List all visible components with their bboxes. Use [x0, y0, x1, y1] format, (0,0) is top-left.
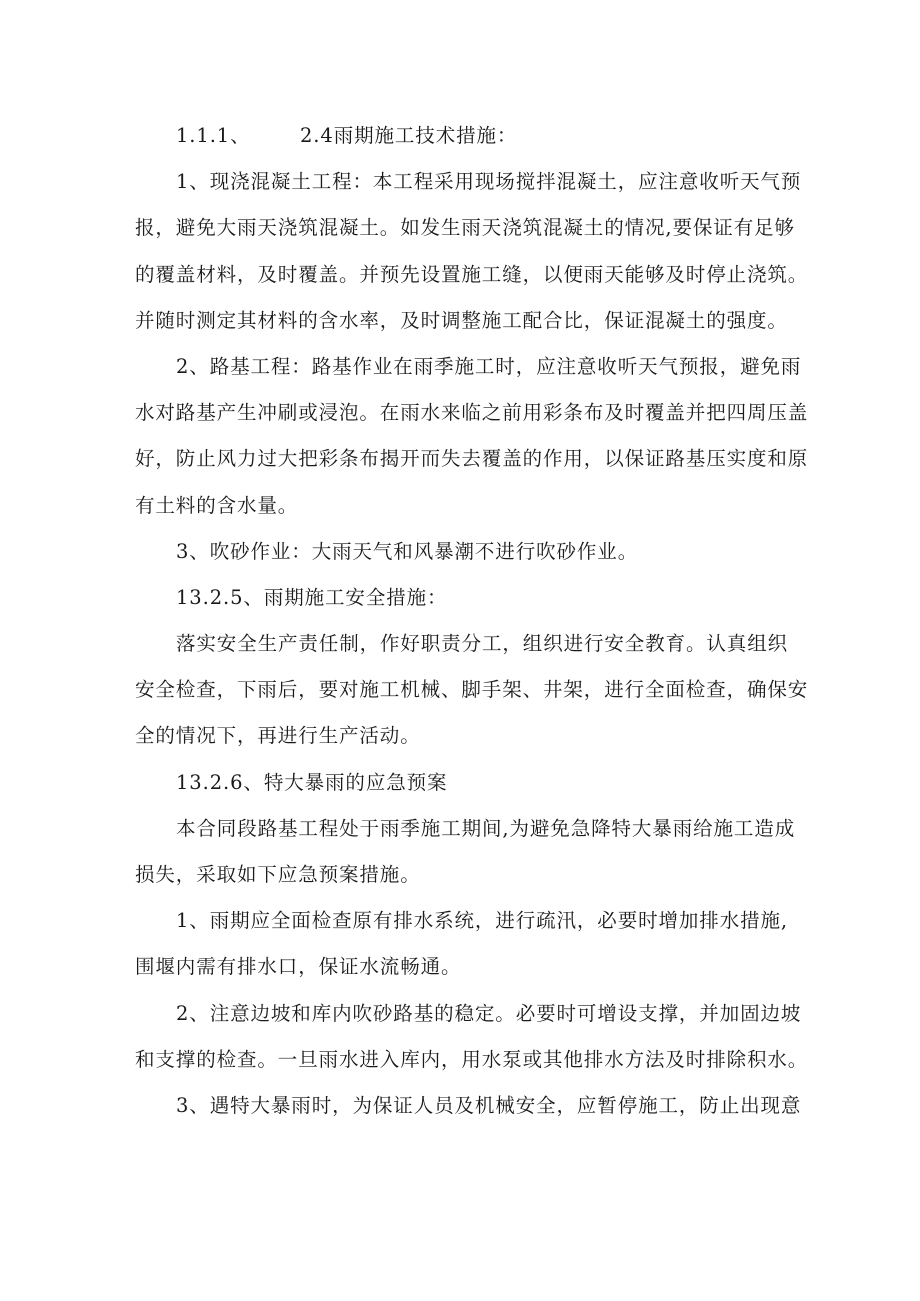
section-heading-13-2-6: 13.2.6、特大暴雨的应急预案: [176, 770, 448, 794]
text-line: 有土料的含水量。: [135, 493, 299, 517]
text-line: 2、注意边坡和库内吹砂路基的稳定。必要时可增设支撑，并加固边坡: [176, 1001, 802, 1025]
text-line: 好，防止风力过大把彩条布揭开而失去覆盖的作用，以保证路基压实度和原: [135, 447, 809, 471]
text-line: 1、雨期应全面检查原有排水系统，进行疏汛，必要时增加排水措施,: [176, 909, 789, 933]
text-line: 1、现浇混凝土工程：本工程采用现场搅拌混凝土，应注意收听天气预: [176, 170, 802, 194]
section-heading-2-4: [135, 113, 805, 159]
paragraph-drainage: [135, 898, 805, 990]
text-line: 3、吹砂作业：大雨天气和风暴潮不进行吹砂作业。: [176, 539, 639, 563]
paragraph-slope: [135, 991, 809, 1083]
paragraph-sand-blowing: [135, 529, 805, 575]
paragraph-concrete: [135, 159, 809, 344]
text-line: 全的情况下，再进行生产活动。: [135, 724, 421, 748]
text-line: 和支撑的检查。一旦雨水进入库内，用水泵或其他排水方法及时排除积水。: [135, 1047, 809, 1071]
paragraph-stop-work: [135, 1083, 805, 1129]
text-line: 损失，采取如下应急预案措施。: [135, 863, 421, 886]
text-line: 2、路基工程：路基作业在雨季施工时，应注意收听天气预报，避免雨: [176, 354, 802, 378]
text-line: 落实安全生产责任制，作好职责分工，组织进行安全教育。认真组织: [176, 632, 789, 656]
text-line: 的覆盖材料，及时覆盖。并预先设置施工缝，以便雨天能够及时停止浇筑。: [135, 262, 809, 286]
paragraph-subgrade: [135, 344, 809, 529]
text-line: 围堰内需有排水口，保证水流畅通。: [135, 955, 462, 979]
text-line: 水对路基产生冲刷或浸泡。在雨水来临之前用彩条布及时覆盖并把四周压盖: [135, 401, 809, 425]
paragraph-emergency: [135, 806, 805, 898]
section-title: 2.4雨期施工技术措施：: [300, 124, 518, 147]
section-heading-13-2-5: 13.2.5、雨期施工安全措施：: [176, 585, 448, 609]
text-line: 并随时测定其材料的含水率，及时调整施工配合比，保证混凝土的强度。: [135, 308, 788, 332]
paragraph-safety: [135, 621, 809, 760]
text-line: 3、遇特大暴雨时，为保证人员及机械安全，应暂停施工，防止出现意: [176, 1093, 802, 1117]
document-body: [135, 113, 809, 1129]
text-line: 本合同段路基工程处于雨季施工期间,为避免急降特大暴雨给施工造成: [176, 816, 796, 840]
section-number: 1.1.1、: [176, 124, 251, 147]
text-line: 报，避免大雨天浇筑混凝土。如发生雨天浇筑混凝土的情况,要保证有足够: [135, 216, 795, 240]
text-line: 安全检查，下雨后，要对施工机械、脚手架、井架，进行全面检查，确保安: [135, 678, 809, 702]
